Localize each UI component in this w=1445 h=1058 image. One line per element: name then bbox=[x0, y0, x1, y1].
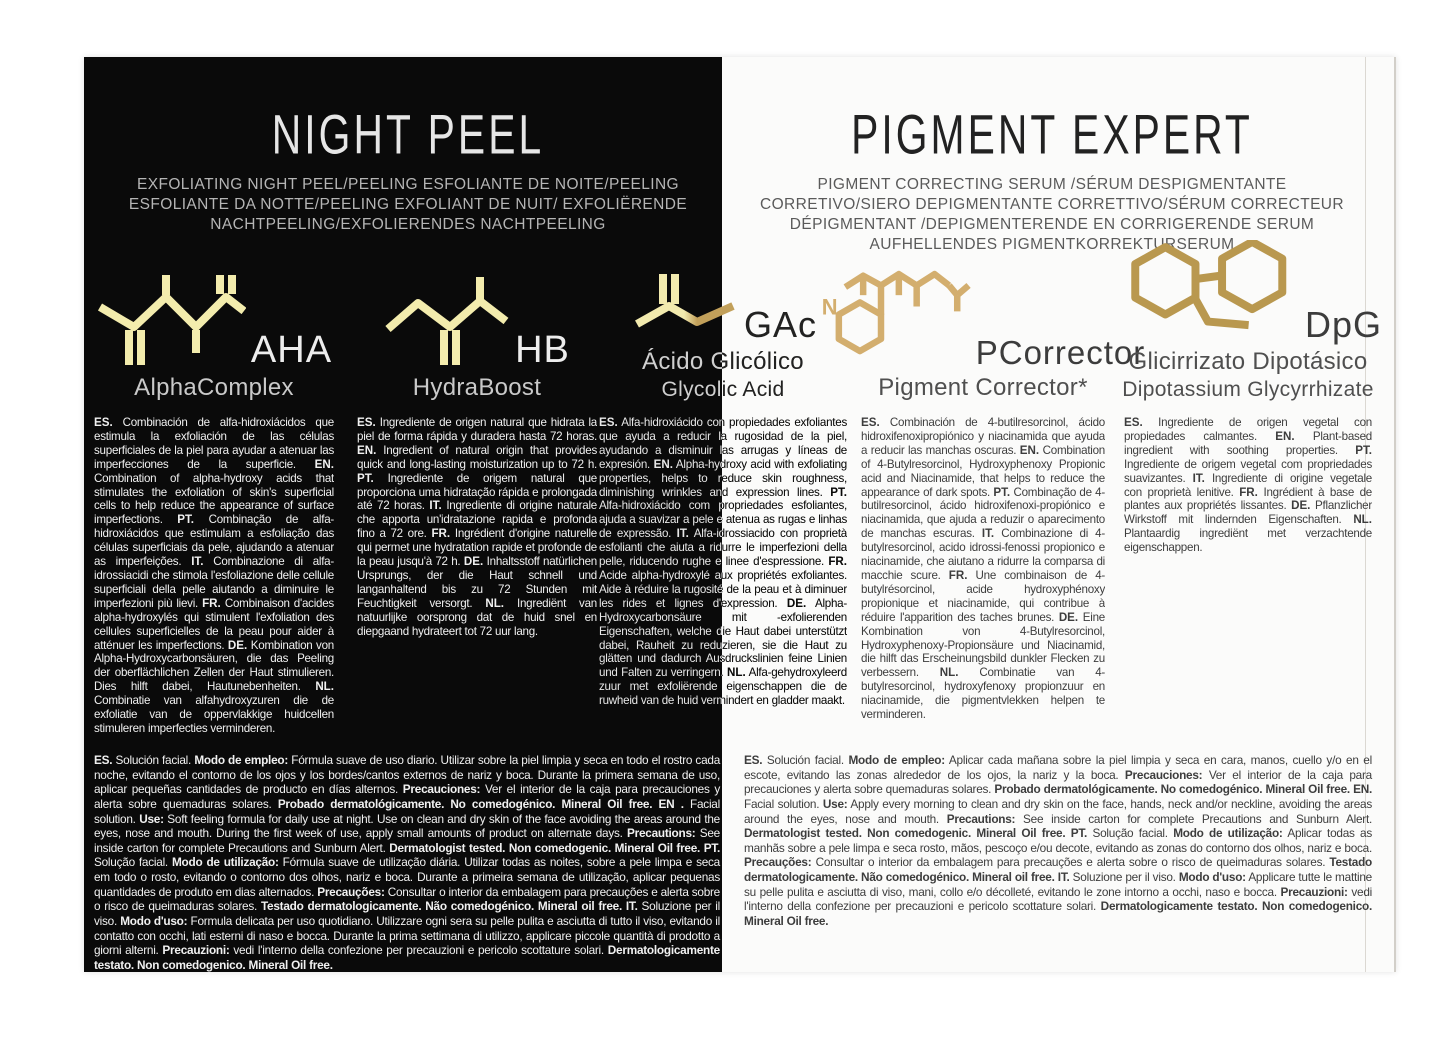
night-peel-subtitle: EXFOLIATING NIGHT PEEL/PEELING ESFOLIANTE DE NOITE/PEELING ESFOLIANTE DA NOTTE/PEELING EXFOLIANT DE NUIT/ EXFOLIËRENDE NACHTPEELING/EXFOLIERENDES NACHTPEELING bbox=[128, 176, 688, 234]
night-peel-title: NIGHT PEEL bbox=[271, 105, 545, 166]
dpg-molecule-icon bbox=[1114, 240, 1300, 342]
dpg-description: ES. Ingrediente de origen vegetal con propiedades calmantes. EN. Plant-based ingredient with soothing properties. PT. Ingrediente de origem vegetal com propriedades suavizantes. IT. Ingrediente di origine vegetale con proprietà lenitive. FR. Ingrédient à base de plantes aux propriétés lissantes. DE. Pflanzlicher Wirkstoff mit lindernden Eigenschaften. NL. Plantaardig ingrediënt met verzachtende eigenschappen. bbox=[1124, 416, 1372, 555]
svg-text:N: N bbox=[821, 294, 838, 320]
pigment-corrector-description: ES. Combinación de 4-butilresorcinol, ácido hidroxifenoxipropiónico y niacinamida que ayuda a reducir las manchas oscuras. EN. Combination of 4-Butylresorcinol, Hydroxyphenoxy Propionic acid and Niacinamide, that helps to reduce the appearance of dark spots. PT. Combinação de 4-butilresorcinol, ácido hidroxifenoxi-propiónico e niacinamida, que ajuda a reduzir o aparecimento de manchas escuras. IT. Combinazione di 4-butylresorcinol, acido idrossi-fenossi propionico e niacinamide, che aiutano a ridurre la comparsa di macchie scure. FR. Une combinaison de 4-butylrésorcinol, acide hydroxyphénoxy propionique et niacinamide, qui contribue à réduire l'apparition des taches brunes. DE. Eine Kombination von 4-Butylresorcinol, Hydroxyphenoxy-Propionsäure und Niacinamid, die hilft das Erscheinungsbild dunkler Flecken zu verbessern. NL. Combinatie van 4-butylresorcinol, hydroxyfenoxy propionzuur en niacinamide, die pigmentvlekken helpen te verminderen. bbox=[861, 416, 1105, 722]
hb-code-label: HB bbox=[515, 328, 570, 371]
alphacomplex-name: AlphaComplex bbox=[134, 374, 294, 401]
dpg-code-label: DpG bbox=[1304, 303, 1383, 345]
night-peel-title-block bbox=[94, 105, 722, 235]
dpg-name-en: Dipotassium Glycyrrhizate bbox=[1122, 378, 1374, 401]
ingredient-column-glycolic-acid bbox=[599, 250, 847, 708]
pigment-expert-subtitle: PIGMENT CORRECTING SERUM /SÉRUM DESPIGMENTANTE CORRETIVO/SIERO DEPIGMENTANTE CORRETTIVO/SÉRUM CORRECTEUR DÉPIGMENTANT /DEPIGMENTERENDE EN CORRIGERENDE SERUM AUFHELLENDES PIGMENTKORREKTURSERUM bbox=[760, 176, 1344, 254]
ingredient-column-hydraboost bbox=[357, 250, 597, 639]
aha-code-label: AHA bbox=[250, 328, 333, 371]
pigment-corrector-name: Pigment Corrector* bbox=[878, 374, 1088, 401]
carton-front bbox=[84, 57, 1396, 972]
pcorrector-molecule-icon bbox=[821, 258, 971, 368]
hydraboost-description: ES. Ingrediente de origen natural que hidrata la piel de forma rápida y duradera hasta 72 horas. EN. Ingredient of natural origin that provides quick and long-lasting moisturization up to 72 h. PT. Ingrediente de origem natural que proporciona uma hidratação rápida e prolongada até 72 horas. IT. Ingrediente di origine naturale che apporta un'idratazione rapida e profonda fino a 72 ore. FR. Ingrédient d'origine naturelle qui permet une hydratation rapide et profonde de la peau jusqu'à 72 h. DE. Inhaltsstoff natürlichen Ursprungs, der die Haut schnell und langanhaltend bis zu 72 Stunden mit Feuchtigkeit versorgt. NL. Ingrediënt van natuurlijke oorsprong dat de huid snel en diepgaand hydrateert tot 72 uur lang. bbox=[357, 416, 597, 638]
glycolic-acid-name-en: Glycolic Acid bbox=[661, 378, 785, 401]
pigment-expert-title: PIGMENT EXPERT bbox=[851, 105, 1253, 166]
gac-code-label: GAc bbox=[743, 303, 817, 345]
hb-molecule-icon bbox=[384, 273, 510, 368]
ingredient-column-pigment-corrector bbox=[821, 250, 1146, 722]
ingredient-column-alphacomplex bbox=[94, 250, 334, 736]
glycolic-acid-name-es: Ácido Glicólico bbox=[642, 348, 804, 375]
night-peel-directions: ES. Solución facial. Modo de empleo: Fórmula suave de uso diario. Utilizar sobre la piel limpia y seca en todo el rostro cada noche, evitando el contorno de los ojos y los bordes/cantos externos de nariz y boca. Durante la primera semana de uso, aplicar pequeñas cantidades de producto en días alternos. Precauciones: Ver el interior de la caja para precauciones y alerta sobre quemaduras solares. Probado dermatológicamente. No comedogénico. Mineral Oil free. EN . Facial solution. Use: Soft feeling formula for daily use at night. Use on clean and dry skin of the face avoiding the areas around the eyes, nose and mouth. During the first week of use, apply small amounts of product on alternate days. Precautions: See inside carton for complete Precautions and Sunburn Alert. Dermatologist tested. Non comedogenic. Mineral Oil free. PT. Solução facial. Modo de utilização: Fórmula suave de utilização diária. Utilizar todas as noites, sobre a pele limpa e seca em todo o rosto, evitando o contorno dos olhos, nariz e boca. Durante a primeira semana de utilização, aplicar pequenas quantidades de produto em dias alternados. Precauções: Consultar o interior da embalagem para precauções e alerta sobre o risco de queimaduras solares. Testado dermatologicamente. Não comedogénico. Mineral oil free. IT. Soluzione per il viso. Modo d'uso: Formula delicata per uso quotidiano. Utilizzare ogni sera su pelle pulita e asciutta di tutto il viso, evitando il contatto con occhi, lati esterni di naso e bocca. Durante la prima settimana di utilizzo, applicare piccole quantità di prodotto a giorni alterni. Precauzioni: vedi l'interno della confezione per precauzioni e pericolo scottature solari. Dermatologicamente testato. Non comedogenico. Mineral Oil free. bbox=[94, 753, 721, 972]
glycolic-acid-description: ES. Alfa-hidroxiácido con propiedades exfoliantes que ayuda a reducir la rugosidad de la piel, ayudando a disminuir las arrugas y líneas de expresión. EN. Alpha-hydroxy acid with exfoliating properties, helps to reduce skin roughness, diminishing wrinkles and expression lines. PT. Alfa-hidroxiácido com propriedades esfoliantes, ajuda a suavizar a pele e atenua as rugas e linhas de expressão. IT. Alfa-idrossiacido con proprietà esfolianti che aiuta a ridurre le imperfezioni della pelle, riducendo rughe e linee d'espressione. FR. Acide alpha-hydroxylé aux propriétés exfoliantes. Aide à réduire la rugosité de la peau et à diminuer les rides et lignes d'expression. DE. Alpha-Hydroxycarbonsäure mit -exfolierenden Eigenschaften, welche die Haut dabei unterstützt dabei, Rauheit zu reduzieren, sie die Haut zu glätten und dadurch Ausdruckslinien feine Linien und Falten zu verringern. NL. Alfa-gehydroxyleerd zuur met exfoliërende eigenschappen die de ruwheid van de huid vermindert en gladder maakt. bbox=[599, 416, 847, 708]
pcorrector-code-label: PCorrector bbox=[975, 333, 1146, 371]
pigment-expert-title-block bbox=[732, 105, 1372, 256]
pigment-expert-directions: ES. Solución facial. Modo de empleo: Aplicar cada mañana sobre la piel limpia y seca en cara, manos, cuello y/o en el escote, evitando las zonas alrededor de los ojos, la nariz y la boca. Precauciones: Ver el interior de la caja para precauciones y alerta sobre quemaduras solares. Probado dermatológicamente. No comedogénico. Mineral Oil free. EN. Facial solution. Use: Apply every morning to clean and dry skin on the face, hands, neck and/or neckline, avoiding the areas around the eyes, nose and mouth. Precautions: See inside carton for complete Precautions and Sunburn Alert. Dermatologist tested. Non comedogenic. Mineral Oil free. PT. Solução facial. Modo de utilização: Aplicar todas as manhãs sobre a pele limpa e seca rosto, mãos, pescoço e/ou decote, evitando as zonas do contorno dos olhos, nariz e boca. Precauções: Consultar o interior da embalagem para precauções e alerta sobre o risco de queimaduras solares. Testado dermatologicamente. Não comedogénico. Mineral oil free. IT. Soluzione per il viso. Modo d'uso: Applicare tutte le mattine su pelle pulita e asciutta di viso, mani, collo e/o décolleté, evitando le zone intorno a occhi, naso e bocca. Precauzioni: vedi l'interno della confezione per precauzioni e pericolo scottature solari. Dermatologicamente testato. Non comedogenico. Mineral Oil free. bbox=[744, 753, 1373, 928]
ingredient-column-dpg bbox=[1122, 250, 1383, 555]
gac-molecule-icon bbox=[629, 270, 739, 342]
aha-molecule-icon bbox=[96, 273, 246, 368]
dpg-name-es: Glicirrizato Dipotásico bbox=[1128, 348, 1368, 375]
alphacomplex-description: ES. Combinación de alfa-hidroxiácidos que estimula la exfoliación de las células superficiales de la piel para ayudar a atenuar las imperfecciones de la superficie. EN. Combination of alpha-hydroxy acids that stimulates the exfoliation of skin's superficial cells to help reduce the appearance of surface imperfections. PT. Combinação de alfa-hidroxiácidos que estimulam a esfoliação das células superficiais da pele, ajudando a atenuar as imperfeições. IT. Combinazione di alfa-idrossiacidi che stimola l'esfoliazione delle cellule superficiali della pelle aiutando a diminuire le imperfezioni più lievi. FR. Combinaison d'acides alpha-hydroxylés qui stimulent l'exfoliation des cellules superficielles de la peau pour aider à atténuer les imperfections. DE. Kombination von Alpha-Hydroxycarbonsäuren, die das Peeling der oberflächlichen Zellen der Haut stimulieren. Dies hilft dabei, Hautunebenheiten. NL. Combinatie van alfahydroxyzuren die de exfoliatie van de oppervlakkige huidcellen stimuleren imperfecties verminderen. bbox=[94, 416, 334, 735]
hydraboost-name: HydraBoost bbox=[412, 374, 542, 401]
